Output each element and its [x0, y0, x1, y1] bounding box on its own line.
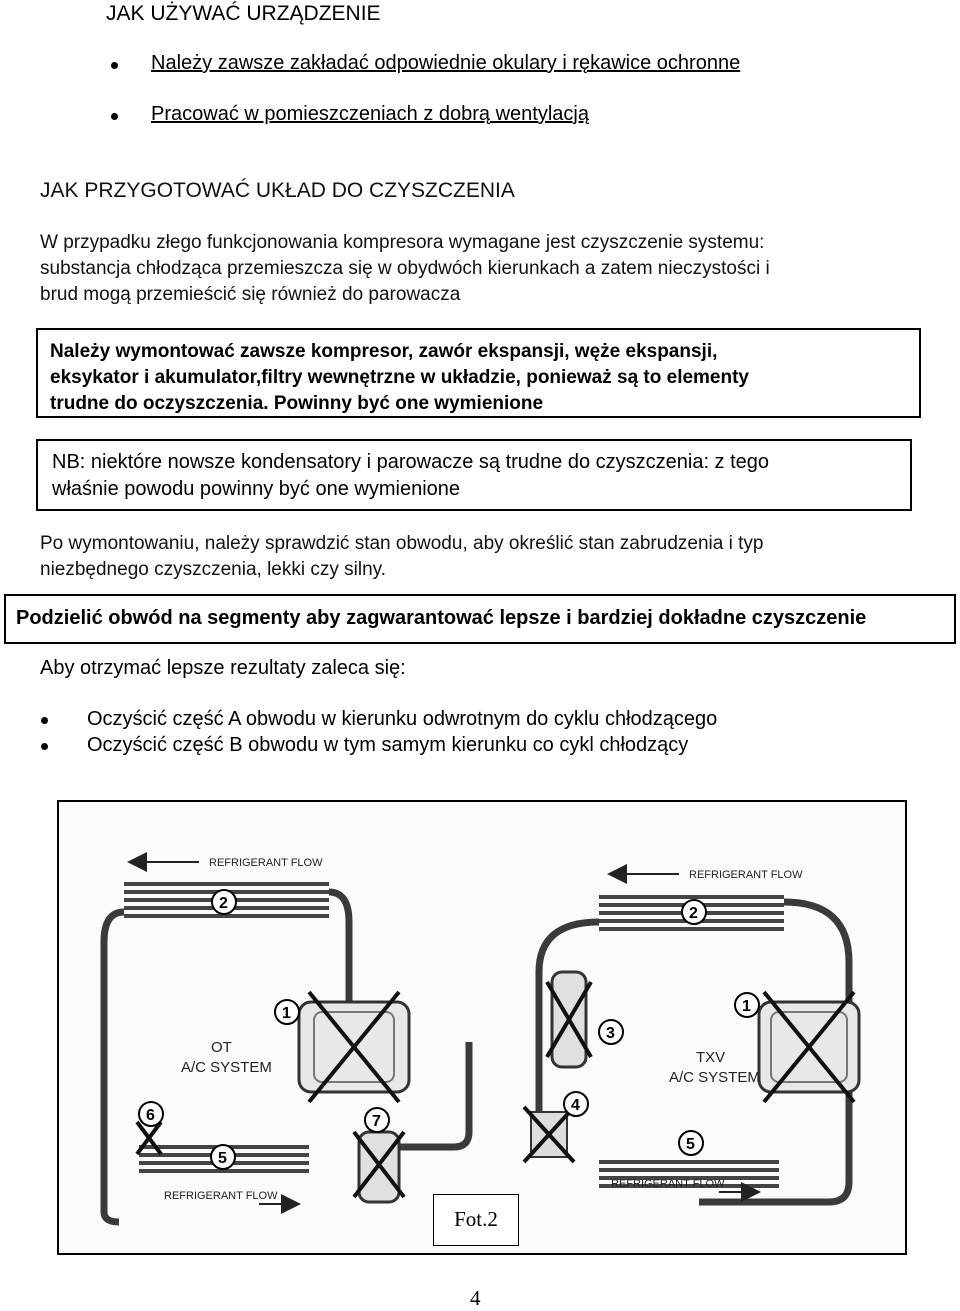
- recommendation-lead: Aby otrzymać lepsze rezultaty zaleca się:: [40, 657, 406, 679]
- figure-caption: Fot.2: [454, 1207, 498, 1231]
- intro-line: substancja chłodząca przemieszcza się w obydwóch kierunkach a zatem nieczystości i: [40, 258, 770, 279]
- clean-part-b: Oczyścić część B obwodu w tym samym kierunku co cykl chłodzący: [87, 734, 689, 756]
- svg-text:6: 6: [146, 1107, 155, 1124]
- note-box-text: [52, 449, 912, 503]
- system-label-right-1: TXV: [696, 1049, 726, 1066]
- marker-left-2: [212, 890, 236, 914]
- marker-right-1: [735, 993, 759, 1017]
- bullet-dot: [111, 62, 118, 69]
- flow-label-top-left: REFRIGERANT FLOW: [209, 857, 323, 869]
- accumulator-left: [354, 1132, 404, 1202]
- warning-line: eksykator i akumulator,filtry wewnętrzne w układzie, ponieważ są to elementy: [50, 367, 750, 388]
- compressor-right: [759, 992, 859, 1102]
- marker-left-7: [365, 1108, 389, 1132]
- clean-part-a: Oczyścić część A obwodu w kierunku odwrotnym do cyklu chłodzącego: [87, 708, 718, 730]
- warning-box-text: [50, 339, 910, 417]
- marker-left-6: [139, 1102, 163, 1126]
- segment-box-text: Podzielić obwód na segmenty aby zagwarantować lepsze i bardziej dokładne czyszczenie: [16, 607, 867, 629]
- warning-line: trudne do oczyszczenia. Powinny być one wymienione: [50, 393, 544, 414]
- note-line: właśnie powodu powinny być one wymienione: [52, 478, 461, 500]
- segment-box: [4, 594, 956, 644]
- bullet-dot: [41, 717, 48, 724]
- warning-box-remove-parts: [36, 328, 921, 418]
- intro-line: brud mogą przemieścić się również do parowacza: [40, 284, 461, 305]
- svg-text:2: 2: [219, 895, 228, 912]
- flow-label-bottom-right: REFRIGERANT FLOW: [611, 1178, 725, 1190]
- svg-text:5: 5: [218, 1150, 227, 1167]
- intro-paragraph: [40, 230, 770, 308]
- svg-text:5: 5: [686, 1136, 695, 1153]
- svg-text:1: 1: [742, 998, 751, 1015]
- inspection-line: niezbędnego czyszczenia, lekki czy silny.: [40, 559, 387, 580]
- flow-label-top-right: REFRIGERANT FLOW: [689, 869, 803, 881]
- section-title-prepare: JAK PRZYGOTOWAĆ UKŁAD DO CZYSZCZENIA: [40, 179, 515, 202]
- marker-right-3: [599, 1020, 623, 1044]
- ac-system-diagram-figure: [57, 800, 907, 1255]
- marker-right-4: [564, 1092, 588, 1116]
- marker-left-5: [211, 1145, 235, 1169]
- svg-text:3: 3: [606, 1025, 615, 1042]
- figure-caption-box: [433, 1194, 519, 1246]
- left-ot-system: [104, 857, 469, 1222]
- note-line: NB: niektóre nowsze kondensatory i parowacze są trudne do czyszczenia: z tego: [52, 451, 770, 473]
- ac-system-diagram: [59, 802, 907, 1255]
- svg-text:1: 1: [282, 1005, 291, 1022]
- system-label-left-1: OT: [211, 1039, 232, 1056]
- intro-line: W przypadku złego funkcjonowania kompresora wymagane jest czyszczenie systemu:: [40, 232, 765, 253]
- safety-item-glasses: Należy zawsze zakładać odpowiednie okulary i rękawice ochronne: [151, 52, 741, 74]
- pipe-left-upper: [329, 892, 349, 1002]
- right-txv-system: [524, 869, 859, 1202]
- system-label-left-2: A/C SYSTEM: [181, 1059, 272, 1076]
- svg-text:7: 7: [372, 1113, 381, 1130]
- note-box-nb: [36, 439, 912, 511]
- marker-left-1: [275, 1000, 299, 1024]
- receiver-dryer-right: [547, 972, 591, 1067]
- bullet-dot: [41, 743, 48, 750]
- svg-text:4: 4: [571, 1097, 580, 1114]
- page-number: 4: [470, 1286, 481, 1310]
- compressor-left: [299, 992, 409, 1102]
- section-title-usage: JAK UŻYWAĆ URZĄDZENIE: [106, 2, 381, 25]
- marker-right-5: [679, 1131, 703, 1155]
- safety-item-ventilation: Pracować w pomieszczeniach z dobrą wentylacją: [151, 103, 589, 125]
- bullet-dot: [111, 113, 118, 120]
- flow-label-bottom-left: REFRIGERANT FLOW: [164, 1190, 278, 1202]
- warning-line: Należy wymontować zawsze kompresor, zawór ekspansji, węże ekspansji,: [50, 341, 718, 362]
- inspection-line: Po wymontowaniu, należy sprawdzić stan obwodu, aby określić stan zabrudzenia i typ: [40, 533, 764, 554]
- marker-right-2: [682, 900, 706, 924]
- inspection-paragraph: [40, 531, 763, 583]
- expansion-valve-right: [524, 1107, 574, 1162]
- svg-text:2: 2: [689, 905, 698, 922]
- pipe-left-side: [104, 912, 124, 1222]
- system-label-right-2: A/C SYSTEM: [669, 1069, 760, 1086]
